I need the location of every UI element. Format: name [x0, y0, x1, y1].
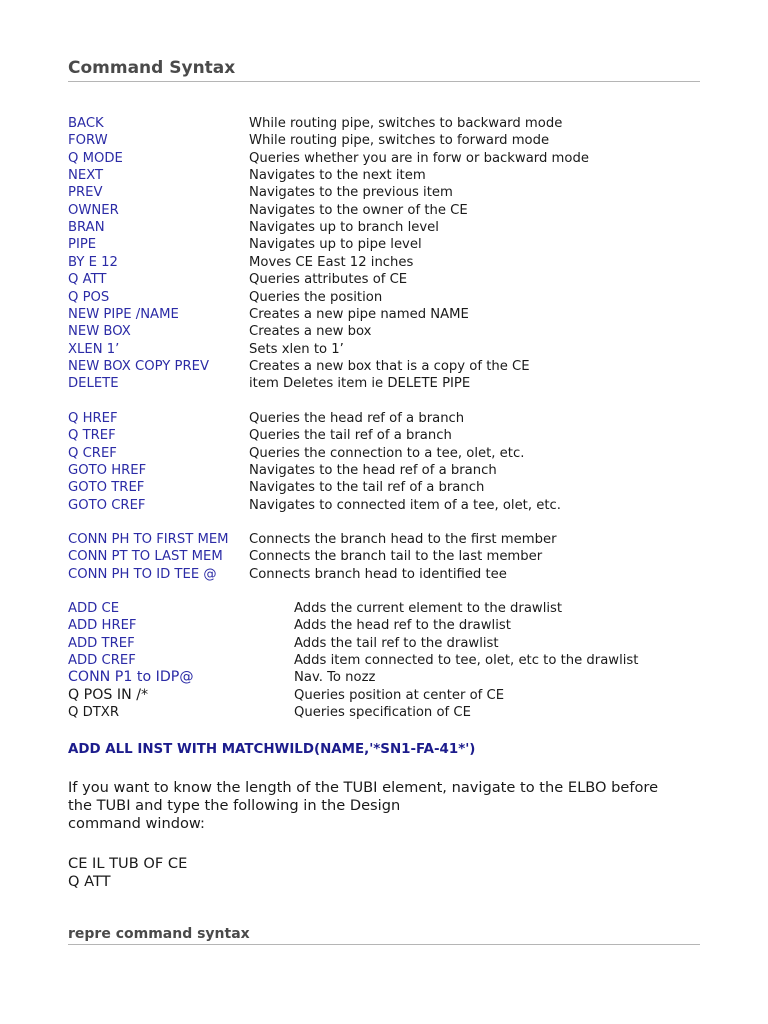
command-description: Queries position at center of CE — [294, 687, 505, 703]
command-description: Navigates to the next item — [249, 168, 426, 184]
command-description: Navigates to the owner of the CE — [249, 202, 468, 218]
command-description: Navigates to the tail ref of a branch — [249, 480, 485, 496]
command-description: item Deletes item ie DELETE PIPE — [249, 376, 471, 392]
command-name: NEXT — [68, 168, 104, 184]
command-description: Sets xlen to 1’ — [249, 341, 344, 357]
command-name: Q ATT — [68, 272, 107, 288]
command-description: Queries the position — [249, 289, 383, 305]
command-name: CONN PT TO LAST MEM — [68, 549, 223, 565]
command-description: Connects branch head to identified tee — [249, 566, 507, 582]
command-description: Queries whether you are in forw or backward mode — [249, 150, 589, 166]
command-description: Moves CE East 12 inches — [249, 254, 414, 270]
command-description: Navigates to connected item of a tee, olet, etc. — [249, 497, 561, 513]
command-description: Nav. To nozz — [294, 670, 376, 686]
command-description: Queries the connection to a tee, olet, etc. — [249, 445, 525, 461]
command-name: Q DTXR — [68, 705, 119, 721]
paragraph-line-2: the TUBI and type the following in the Design — [68, 797, 401, 814]
page-title: Command Syntax — [68, 58, 700, 82]
command-description: Navigates up to branch level — [249, 220, 439, 236]
paragraph-line-3: command window: — [68, 815, 205, 832]
command-name: Q MODE — [68, 150, 123, 166]
command-description: Creates a new box — [249, 324, 372, 340]
matchwild-command: ADD ALL INST WITH MATCHWILD(NAME,'*SN1-FA-41*') — [68, 742, 476, 757]
command-description: Connects the branch head to the first member — [249, 532, 557, 547]
command-name: DELETE — [68, 376, 119, 392]
command-description: Adds the head ref to the drawlist — [294, 618, 511, 634]
command-description: Creates a new pipe named NAME — [249, 306, 469, 322]
command-name: OWNER — [68, 202, 119, 218]
command-name: Q POS IN /* — [68, 686, 149, 703]
command-description: While routing pipe, switches to forward mode — [249, 133, 550, 149]
command-name: BY E 12 — [68, 254, 118, 270]
command-name: CONN PH TO FIRST MEM — [68, 532, 229, 547]
command-name: ADD CE — [68, 601, 120, 616]
command-description: Navigates to the head ref of a branch — [249, 463, 497, 479]
command-name: Q TREF — [68, 428, 116, 444]
command-name: ADD HREF — [68, 618, 137, 634]
command-name: NEW BOX — [68, 324, 131, 340]
command-description: Connects the branch tail to the last member — [249, 549, 543, 565]
command-name: PREV — [68, 185, 103, 201]
command-name: ADD CREF — [68, 653, 136, 669]
command-name: NEW BOX COPY PREV — [68, 358, 209, 374]
command-description: Queries specification of CE — [294, 705, 471, 721]
command-description: Navigates to the previous item — [249, 185, 453, 201]
code-line-2: Q ATT — [68, 873, 111, 890]
command-name: NEW PIPE /NAME — [68, 306, 179, 322]
footer-title: repre command syntax — [68, 926, 700, 945]
command-description: Queries the tail ref of a branch — [249, 428, 452, 444]
command-name: ADD TREF — [68, 635, 135, 651]
command-name: FORW — [68, 133, 108, 149]
command-name: XLEN 1’ — [68, 341, 120, 357]
command-description: Adds the current element to the drawlist — [294, 601, 563, 616]
command-name: BACK — [68, 116, 104, 131]
command-name: GOTO CREF — [68, 497, 146, 513]
command-description: Adds the tail ref to the drawlist — [294, 635, 499, 651]
command-name: Q CREF — [68, 445, 117, 461]
command-name: CONN PH TO ID TEE @ — [68, 566, 217, 582]
command-description: Queries the head ref of a branch — [249, 411, 465, 426]
command-description: Creates a new box that is a copy of the CE — [249, 358, 530, 374]
command-name: CONN P1 to IDP@ — [68, 669, 194, 686]
command-description: Adds item connected to tee, olet, etc to the drawlist — [294, 653, 639, 669]
command-name: Q HREF — [68, 411, 118, 426]
command-description: Navigates up to pipe level — [249, 237, 422, 253]
code-line-1: CE IL TUB OF CE — [68, 855, 188, 872]
command-name: PIPE — [68, 237, 97, 253]
command-name: Q POS — [68, 289, 110, 305]
command-name: GOTO HREF — [68, 463, 147, 479]
command-name: GOTO TREF — [68, 480, 145, 496]
command-description: Queries attributes of CE — [249, 272, 408, 288]
paragraph-line-1: If you want to know the length of the TUBI element, navigate to the ELBO before — [68, 779, 659, 796]
command-name: BRAN — [68, 220, 105, 236]
command-description: While routing pipe, switches to backward mode — [249, 116, 563, 131]
